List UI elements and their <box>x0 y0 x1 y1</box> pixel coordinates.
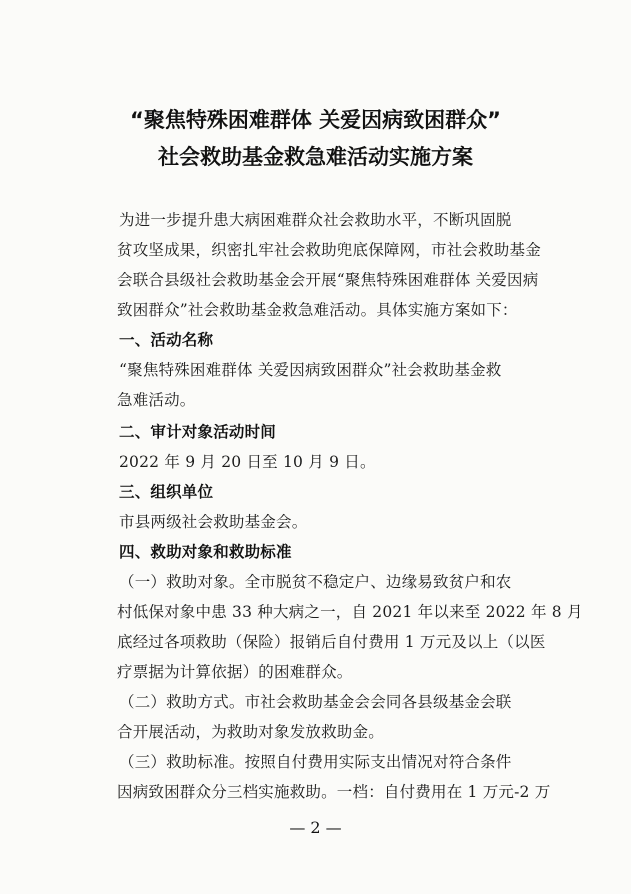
intro-line: 致困群众”社会救助基金救急难活动。具体实施方案如下： <box>117 301 518 319</box>
subsection-line: （二）救助方式。市社会救助基金会会同各县级基金会联 <box>119 693 512 711</box>
subsection-line: 村低保对象中患 33 种大病之一，自 2021 年以来至 2022 年 8 月 <box>117 603 583 621</box>
section-body-line: “聚焦特殊困难群体 关爱因病致困群众”社会救助基金救 <box>119 361 502 379</box>
intro-line: 会联合县级社会救助基金会开展“聚焦特殊困难群体 关爱因病 <box>117 271 539 289</box>
page-number: — 2 — <box>289 818 342 837</box>
subsection-line: （一）救助对象。全市脱贫不稳定户、边缘易致贫户和农 <box>119 573 512 591</box>
intro-line: 为进一步提升患大病困难群众社会救助水平，不断巩固脱 <box>119 211 512 229</box>
subsection-line: 底经过各项救助（保险）报销后自付费用 1 万元及以上（以医 <box>117 633 546 651</box>
subsection-line: 合开展活动，为救助对象发放救助金。 <box>117 723 384 741</box>
intro-line: 贫攻坚成果，织密扎牢社会救助兜底保障网，市社会救助基金 <box>117 241 541 259</box>
section-heading-activity-time: 二、审计对象活动时间 <box>119 423 277 441</box>
subsection-line: （三）救助标准。按照自付费用实际支出情况对符合条件 <box>119 753 512 771</box>
subsection-line: 疗票据为计算依据）的困难群众。 <box>117 663 353 681</box>
document-title-line-2: 社会救助基金救急难活动实施方案 <box>158 145 473 169</box>
section-heading-activity-name: 一、活动名称 <box>119 331 214 349</box>
section-body-line: 2022 年 9 月 20 日至 10 月 9 日。 <box>119 453 376 471</box>
section-body-line: 急难活动。 <box>117 391 196 409</box>
section-body-line: 市县两级社会救助基金会。 <box>119 513 308 531</box>
section-heading-organizer: 三、组织单位 <box>119 483 214 501</box>
document-title-line-1: “聚焦特殊困难群体 关爱因病致困群众” <box>130 108 501 132</box>
section-heading-recipients-standards: 四、救助对象和救助标准 <box>119 543 292 561</box>
subsection-line: 因病致困群众分三档实施救助。一档：自付费用在 1 万元-2 万 <box>117 783 551 801</box>
